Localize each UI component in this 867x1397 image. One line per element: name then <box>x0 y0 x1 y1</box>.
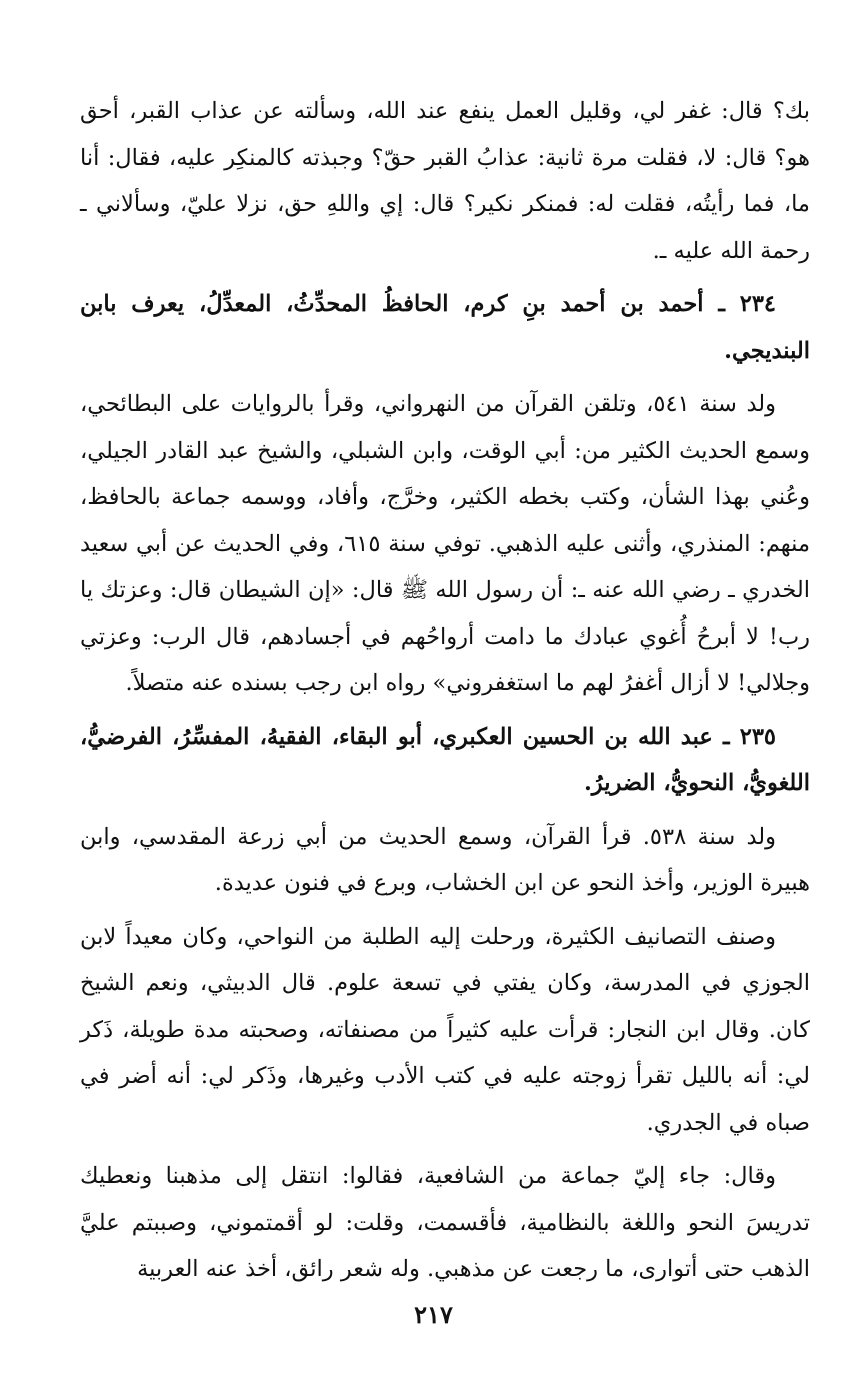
paragraph-entry-235-works: وصنف التصانيف الكثيرة، ورحلت إليه الطلبة من النواحي، وكان معيداً لابن الجوزي في المدرسة، وكان يفتي في تسعة علوم. قال الدبيثي، ونعم الشيخ كان. وقال ابن النجار: قرأت عليه كثيراً من مصنفاته، وصحبته مدة طويلة، ذَكر لي: أنه بالليل تقرأ زوجته عليه في كتب الأدب وغيرها، وذَكر لي: أنه أضر في صباه في الجدري. <box>80 923 811 1136</box>
page-number: ٢١٧ <box>414 1300 453 1329</box>
entry-heading-235: ٢٣٥ ـ عبد الله بن الحسين العكبري، أبو البقاء، الفقيهُ، المفسِّرُ، الفرضيُّ، اللغويُّ، النحويُّ، الضريرُ. <box>80 723 810 796</box>
paragraph-entry-234-body: ولد سنة ٥٤١، وتلقن القرآن من النهرواني، وقرأ بالروايات على البطائحي، وسمع الحديث الكثير من: أبي الوقت، وابن الشبلي، والشيخ عبد القادر الجيلي، وعُني بهذا الشأن، وكتب بخطه الكثير، وخرَّج، وأفاد، ووسمه جماعة بالحافظ، منهم: المنذري، وأثنى عليه الذهبي. توفي سنة ٦١٥، وفي الحديث عن أبي سعيد الخدري ـ رضي الله عنه ـ: أن رسول الله ﷺ قال: «إن الشيطان قال: وعزتك يا رب! لا أبرحُ أُغوي عبادك ما دامت أرواحُهم في أجسادهم، قال الرب: وعزتي وجلالي! لا أزال أغفرُ لهم ما استغفروني» رواه ابن رجب بسنده عنه متصلاً. <box>80 391 810 696</box>
paragraph-entry-235-birth: ولد سنة ٥٣٨. قرأ القرآن، وسمع الحديث من أبي زرعة المقدسي، وابن هبيرة الوزير، وأخذ النحو عن ابن الخشاب، وبرع في فنون عديدة. <box>80 823 810 896</box>
paragraph-entry-235-quote: وقال: جاء إليّ جماعة من الشافعية، فقالوا: انتقل إلى مذهبنا ونعطيك تدريسَ النحو واللغة بالنظامية، فأقسمت، وقلت: لو أقمتموني، وصببتم عليَّ الذهب حتى أتوارى، ما رجعت عن مذهبي. وله شعر رائق، أخذ عنه العربية <box>80 1163 810 1282</box>
page-body <box>80 88 810 1300</box>
paragraph-continuation: بك؟ قال: غفر لي، وقليل العمل ينفع عند الله، وسألته عن عذاب القبر، أحق هو؟ قال: لا، فقلت مرة ثانية: عذابُ القبر حقّ؟ وجبذته كالمنكِر عليه، فقال: أنا ما، فما رأيتُه، فقلت له: فمنكر نكير؟ قال: إي واللهِ حق، نزلا عليّ، وسألاني ـ رحمة الله عليه ـ. <box>80 98 810 264</box>
entry-heading-234: ٢٣٤ ـ أحمد بن أحمد بنِ كرم، الحافظُ المحدِّثُ، المعدِّلُ، يعرف بابن البنديجي. <box>80 291 810 364</box>
